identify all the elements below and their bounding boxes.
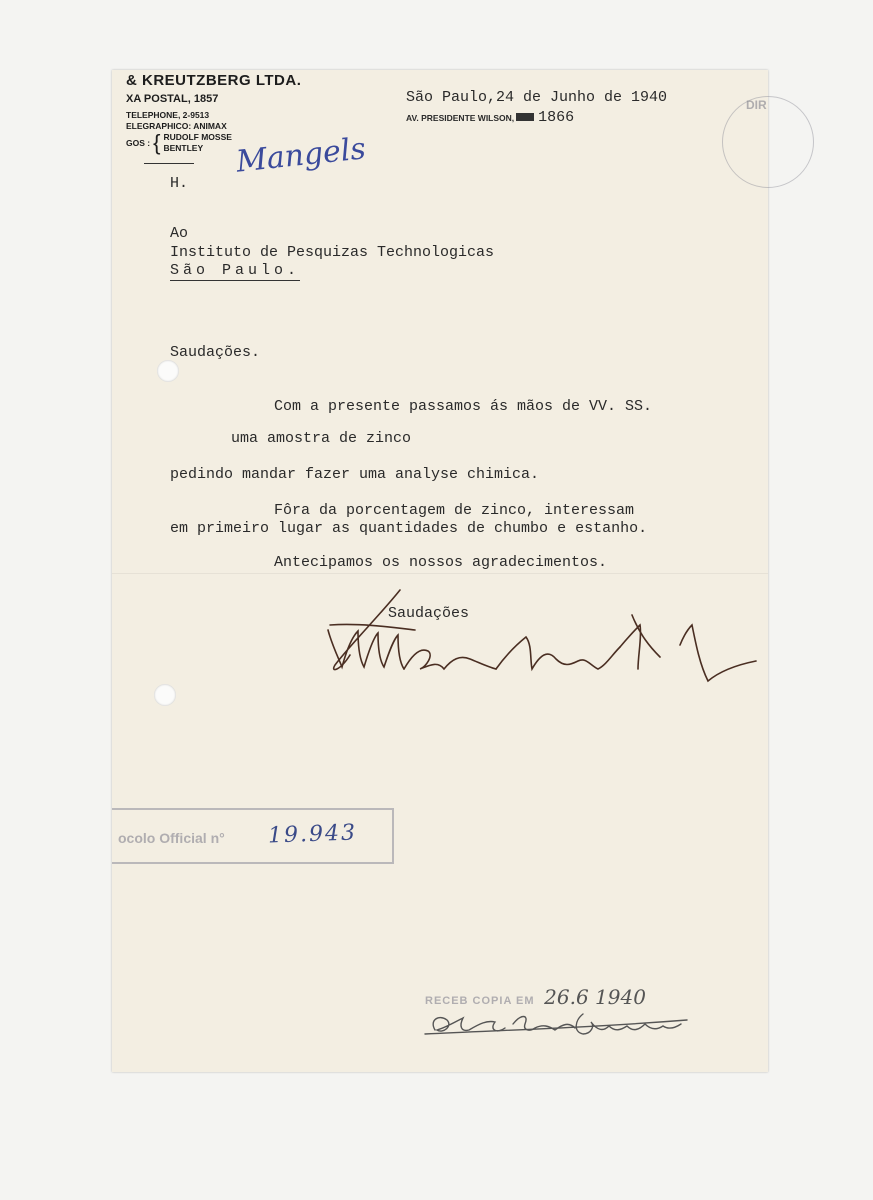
body-line-1: Com a presente passamos ás mãos de VV. SS. <box>274 398 653 415</box>
letterhead-company: & KREUTZBERG LTDA. <box>126 72 302 89</box>
letterhead-telegraphico: ELEGRAPHICO: ANIMAX <box>126 121 227 131</box>
punch-hole-bottom <box>154 684 176 706</box>
letterhead-rule <box>144 163 194 164</box>
letterhead-codes-label: GOS : <box>126 138 151 148</box>
brace-icon: { <box>153 130 161 155</box>
body-line-6: Antecipamos os nossos agradecimentos. <box>274 554 608 571</box>
dateline-address <box>406 108 574 126</box>
closing: Saudações <box>388 605 470 622</box>
recipient-institution: Instituto de Pesquizas Technologicas <box>170 244 495 261</box>
body-line-3: pedindo mandar fazer uma analyse chimica. <box>170 466 540 483</box>
recipient-city <box>170 262 300 279</box>
letter-paper <box>112 70 768 1072</box>
handwritten-note: Mangels <box>234 131 368 180</box>
codes-list <box>163 132 231 154</box>
body-line-5: em primeiro lugar as quantidades de chumbo e estanho. <box>170 520 648 537</box>
paper-fold <box>112 573 768 574</box>
protocol-number: 19.943 <box>267 820 358 849</box>
letterhead-telephone: TELEPHONE, 2-9513 <box>126 110 210 120</box>
receipt-signature <box>425 1000 695 1045</box>
receipt-stamp-text: RECEB COPIA EM <box>425 995 535 1007</box>
protocol-label: ocolo Official n° <box>118 830 225 846</box>
recipient-city-text: São Paulo. <box>170 262 301 279</box>
struck-out-mark <box>516 113 534 121</box>
body-line-4: Fôra da porcentagem de zinco, interessam <box>274 502 635 519</box>
punch-hole-top <box>157 360 179 382</box>
letterhead-codes <box>126 132 232 154</box>
receipt-date: 26.6 1940 <box>544 985 646 1009</box>
recipient-to: Ao <box>170 225 189 242</box>
corner-stamp-text: DIR <box>746 98 767 112</box>
reference-code: H. <box>170 175 189 192</box>
signature <box>320 585 760 715</box>
dateline-city-date: São Paulo,24 de Junho de 1940 <box>406 89 668 106</box>
letterhead-caixa-postal: XA POSTAL, 1857 <box>126 93 219 105</box>
code-item: RUDOLF MOSSE <box>163 132 232 142</box>
address-label: AV. PRESIDENTE WILSON, <box>406 113 515 123</box>
code-item: BENTLEY <box>163 143 204 153</box>
greeting: Saudações. <box>170 344 261 361</box>
address-number: 1866 <box>538 109 575 126</box>
body-line-2: uma amostra de zinco <box>231 430 412 447</box>
corner-stamp <box>722 96 814 188</box>
